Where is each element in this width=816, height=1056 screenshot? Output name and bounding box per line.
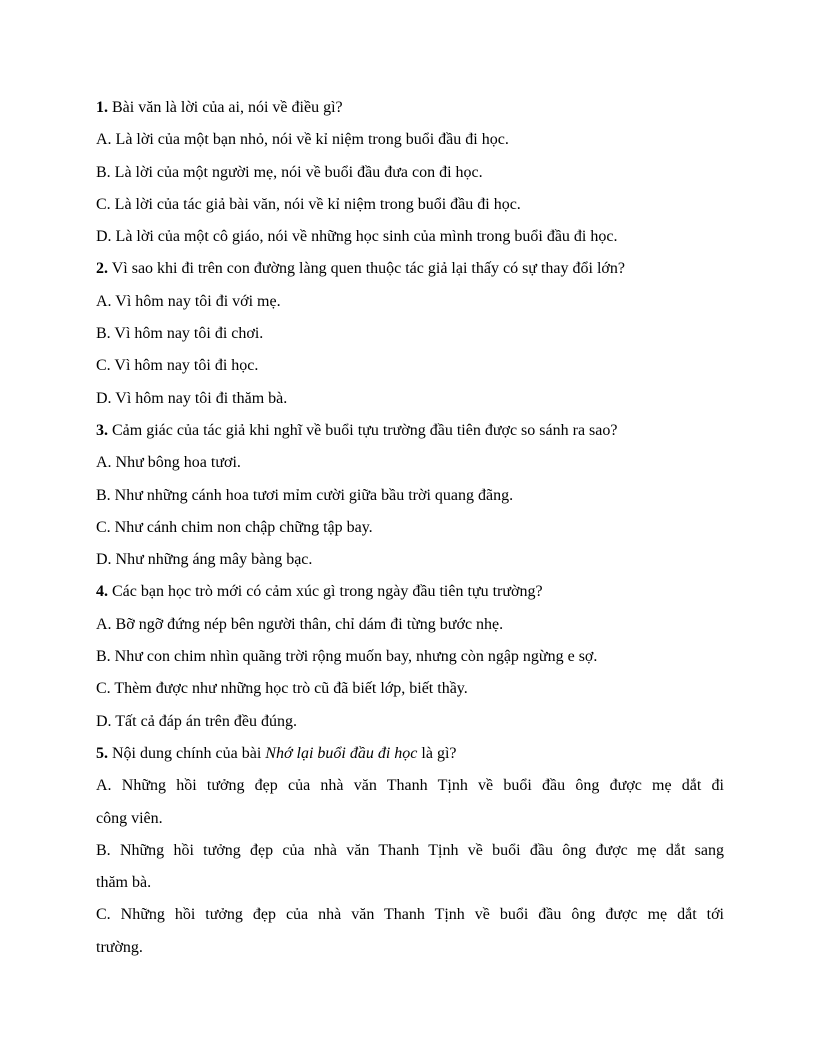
- question-text: Các bạn học trò mới có cảm xúc gì trong ngày đầu tiên tựu trường?: [108, 583, 543, 601]
- option-5b-line2: thăm bà.: [96, 874, 152, 892]
- option-1c: C. Là lời của tác giả bài văn, nói về kỉ niệm trong buổi đầu đi học.: [96, 195, 521, 213]
- option-4b: B. Như con chim nhìn quãng trời rộng muốn bay, nhưng còn ngập ngừng e sợ.: [96, 648, 598, 666]
- question-3: [96, 415, 724, 447]
- option-1b: B. Là lời của một người mẹ, nói về buổi đầu đưa con đi học.: [96, 163, 483, 181]
- question-5: [96, 738, 724, 770]
- question-number: 2.: [96, 260, 108, 278]
- option-5c-line1: C. Những hồi tưởng đẹp của nhà văn Thanh Tịnh về buổi đầu ông được mẹ dắt tới: [96, 906, 724, 924]
- option-5a-line1: A. Những hồi tưởng đẹp của nhà văn Thanh Tịnh về buổi đầu ông được mẹ dắt đi: [96, 777, 724, 795]
- option-4a: A. Bỡ ngỡ đứng nép bên người thân, chỉ dám đi từng bước nhẹ.: [96, 615, 504, 633]
- option-3d: D. Như những áng mây bàng bạc.: [96, 551, 313, 569]
- question-number: 3.: [96, 421, 108, 439]
- question-text-after: là gì?: [417, 744, 457, 762]
- question-2: [96, 253, 724, 285]
- option-3a: A. Như bông hoa tươi.: [96, 454, 241, 472]
- question-number: 4.: [96, 583, 108, 601]
- option-2c: C. Vì hôm nay tôi đi học.: [96, 357, 259, 375]
- option-3b: B. Như những cánh hoa tươi mỉm cười giữa bầu trời quang đãng.: [96, 486, 514, 504]
- option-5b-line1: B. Những hồi tưởng đẹp của nhà văn Thanh Tịnh về buổi đầu ông được mẹ dắt sang: [96, 841, 724, 859]
- question-number: 1.: [96, 99, 108, 116]
- question-text: Bài văn là lời của ai, nói về điều gì?: [108, 99, 343, 116]
- lesson-title: Nhớ lại buổi đầu đi học: [265, 744, 418, 762]
- question-1: [96, 92, 724, 124]
- question-text: Cảm giác của tác giả khi nghĩ về buổi tựu trường đầu tiên được so sánh ra sao?: [108, 421, 618, 439]
- option-2b: B. Vì hôm nay tôi đi chơi.: [96, 325, 264, 343]
- document-page: [96, 92, 724, 964]
- option-4c: C. Thèm được như những học trò cũ đã biết lớp, biết thầy.: [96, 680, 468, 698]
- option-4d: D. Tất cả đáp án trên đều đúng.: [96, 712, 297, 730]
- option-5a-line2: công viên.: [96, 809, 163, 827]
- option-5c-line2: trường.: [96, 938, 143, 956]
- option-1d: D. Là lời của một cô giáo, nói về những học sinh của mình trong buổi đầu đi học.: [96, 228, 618, 246]
- question-4: [96, 576, 724, 608]
- option-1a: A. Là lời của một bạn nhỏ, nói về kỉ niệm trong buổi đầu đi học.: [96, 131, 509, 149]
- option-3c: C. Như cánh chim non chập chững tập bay.: [96, 518, 373, 536]
- question-text: Vì sao khi đi trên con đường làng quen thuộc tác giả lại thấy có sự thay đổi lớn?: [108, 260, 625, 278]
- question-number: 5.: [96, 744, 108, 762]
- option-2a: A. Vì hôm nay tôi đi với mẹ.: [96, 292, 281, 310]
- question-text-before: Nội dung chính của bài: [108, 744, 266, 762]
- option-2d: D. Vì hôm nay tôi đi thăm bà.: [96, 389, 288, 407]
